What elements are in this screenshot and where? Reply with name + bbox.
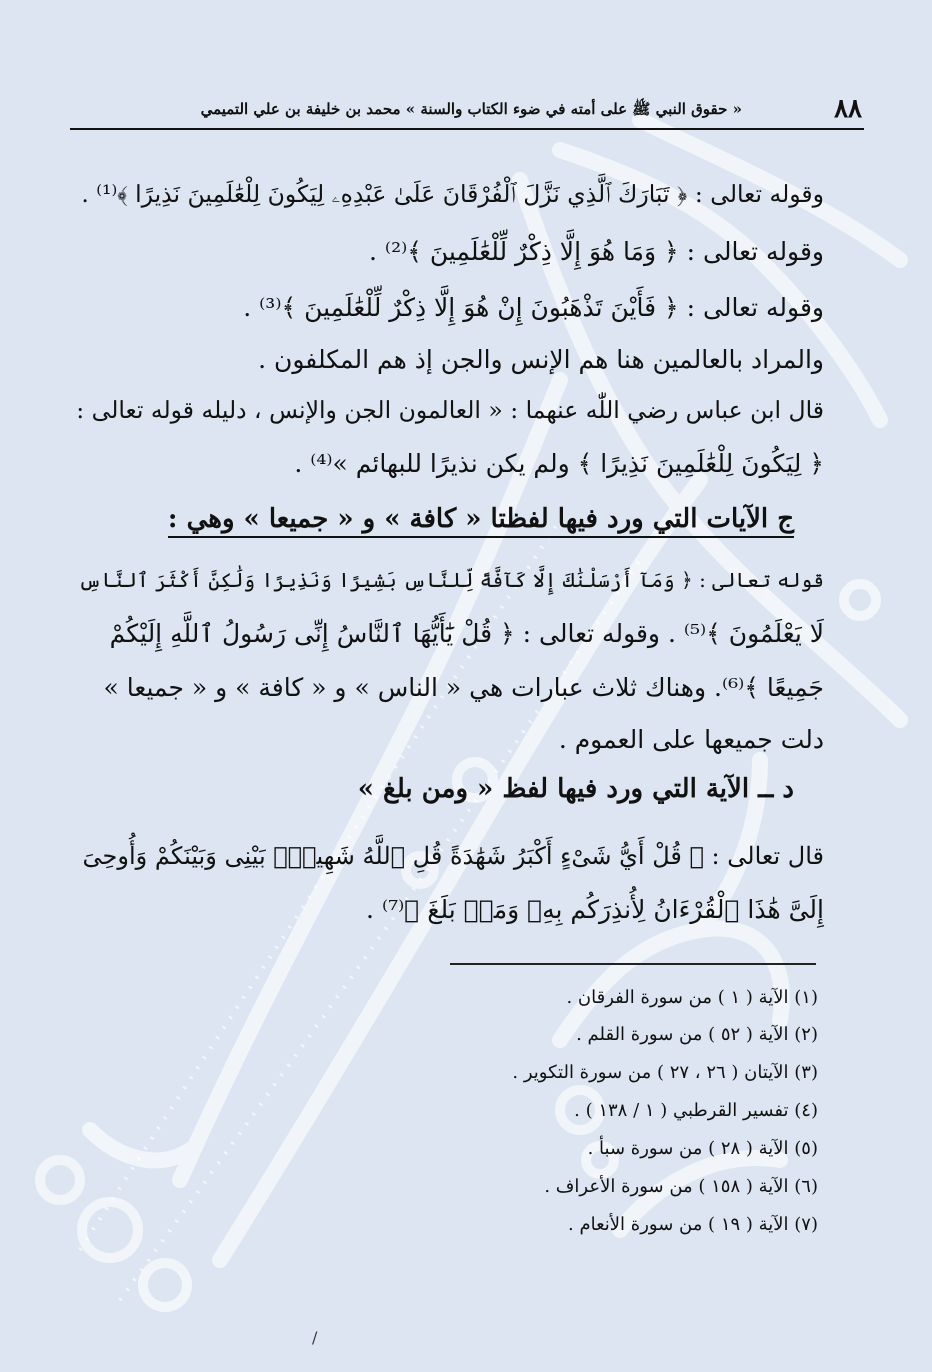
- text-line: إِلَىَّ هَٰذَا ٱلْقُرْءَانُ لِأُنذِرَكُم بِهِۦ وَمَنۢ بَلَغَ ﴾⁽⁷⁾ .: [366, 895, 824, 924]
- running-title: « حقوق النبي ﷺ على أمته في ضوء الكتاب والسنة » محمد بن خليفة بن علي التميمي: [200, 100, 742, 118]
- stray-mark: /: [312, 1328, 318, 1347]
- text-line: قال تعالى : ﴿ قُلْ أَيُّ شَىْءٍ أَكْبَرُ شَهَٰدَةً قُلِ ٱللَّهُ شَهِيدٌۢ بَيْنِى وَبَيْنَكُمْ وَأُوحِىَ: [82, 842, 824, 870]
- text-line: جَمِيعًا ﴾⁽⁶⁾. وهناك ثلاث عبارات هي « الناس » و « كافة » و « جميعا »: [103, 673, 824, 702]
- footnote-item: (٣) الآيتان ( ٢٦ ، ٢٧ ) من سورة التكوير .: [512, 1062, 818, 1083]
- footnote-item: (٢) الآية ( ٥٢ ) من سورة القلم .: [576, 1024, 818, 1045]
- text-line: والمراد بالعالمين هنا هم الإنس والجن إذ هم المكلفون .: [258, 345, 824, 374]
- footnote-item: (١) الآية ( ١ ) من سورة الفرقان .: [566, 987, 818, 1008]
- footnote-item: (٧) الآية ( ١٩ ) من سورة الأنعام .: [568, 1214, 818, 1235]
- text-line: ﴿ لِيَكُونَ لِلْعَٰلَمِينَ نَذِيرًا ﴾ ولم يكن نذيرًا للبهائم »⁽⁴⁾ .: [294, 449, 824, 478]
- text-line: لَا يَعْلَمُونَ ﴾⁽⁵⁾ . وقوله تعالى : ﴿ قُلْ يَٰٓأَيُّهَا ٱلنَّاسُ إِنِّى رَسُولُ ٱللَّهِ إِلَيْكُمْ: [109, 619, 824, 648]
- text-line: وقوله تعالى : ﴿ فَأَيْنَ تَذْهَبُونَ إِنْ هُوَ إِلَّا ذِكْرٌ لِّلْعَٰلَمِينَ ﴾⁽³⁾ .: [243, 293, 824, 322]
- footnote-item: (٤) تفسير القرطبي ( ١ / ١٣٨ ) .: [574, 1100, 818, 1121]
- text-line: وقوله تعالى : ﴿ تَبَارَكَ ٱلَّذِي نَزَّلَ ٱلْفُرْقَانَ عَلَىٰ عَبْدِهِۦ لِيَكُونَ لِلْعَٰلَمِينَ نَذِيرًا ﴾⁽¹⁾ .: [81, 180, 824, 208]
- text-line: قوله تعالى : ﴿ وَمَآ أَرْسَلْنَٰكَ إِلَّا كَآفَّةً لِّلنَّاسِ بَشِيرًا وَنَذِيرًا وَلَٰكِنَّ أَكْثَرَ ٱلنَّاسِ: [78, 568, 824, 592]
- page-header: [72, 94, 862, 128]
- section-heading-d: د ــ الآية التي ورد فيها لفظ « ومن بلغ »: [357, 774, 794, 804]
- text-line: قال ابن عباس رضي اللّٰه عنهما : « العالمون الجن والإنس ، دليله قوله تعالى :: [76, 396, 824, 424]
- text-line: دلت جميعها على العموم .: [558, 725, 824, 754]
- page-number: ٨٨: [834, 94, 862, 124]
- text-line: وقوله تعالى : ﴿ وَمَا هُوَ إِلَّا ذِكْرٌ لِّلْعَٰلَمِينَ ﴾⁽²⁾ .: [369, 237, 824, 266]
- header-rule: [70, 128, 864, 130]
- main-text: [68, 168, 824, 948]
- footnote-separator: [450, 963, 816, 965]
- section-heading-c: ج الآيات التي ورد فيها لفظتا « كافة » و « جميعا » وهي :: [168, 504, 794, 538]
- footnote-item: (٥) الآية ( ٢٨ ) من سورة سبأ .: [587, 1138, 818, 1159]
- footnote-item: (٦) الآية ( ١٥٨ ) من سورة الأعراف .: [544, 1176, 818, 1197]
